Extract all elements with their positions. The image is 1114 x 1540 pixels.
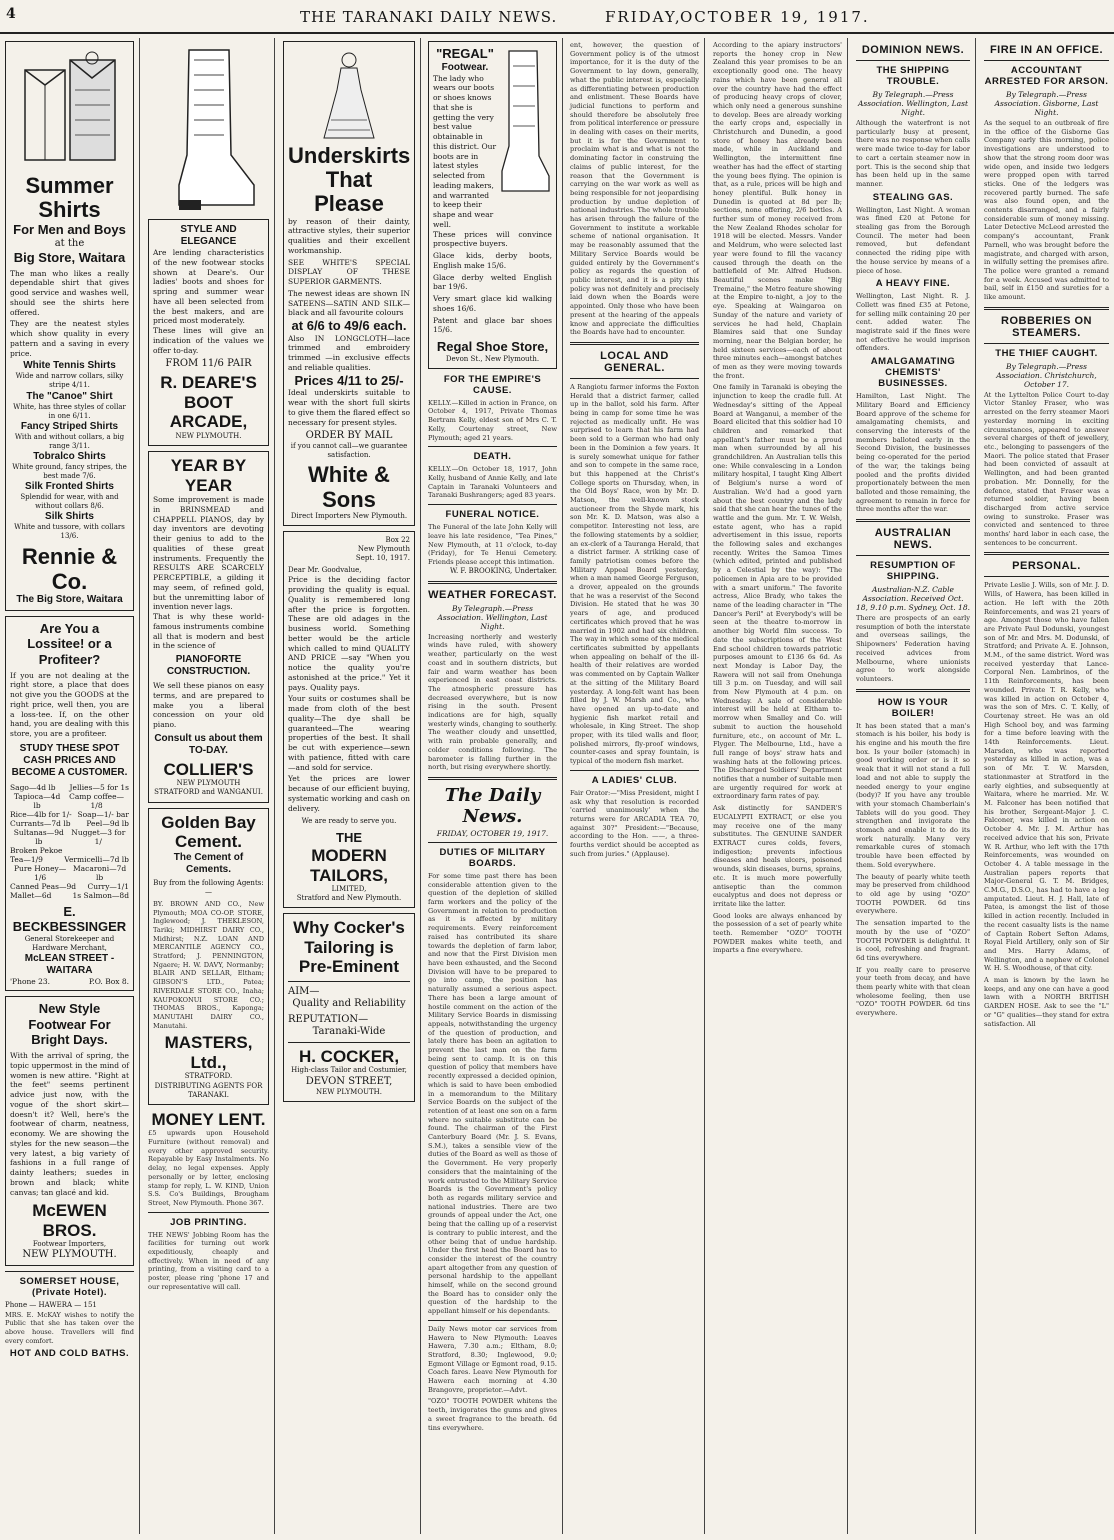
rennie-brand: Rennie & Co. (21, 544, 118, 594)
beckbessinger-sub: General Storekeeper and Hardware Merchant, (24, 935, 115, 953)
price-list (10, 783, 129, 900)
item-4-desc: White ground, fancy stripes, the best made 7/6. (12, 462, 127, 480)
column-8 (979, 38, 1114, 1534)
underskirts-special: SEE WHITE'S SPECIAL DISPLAY OF THESE SUPERIOR GARMENTS. (288, 257, 410, 287)
ladies-club-body: Fair Orator:—"Miss President, might I ask why that resolution is recorded 'carried unanimously' when the returns were for ARCADIA TEA 70, against 30?" President:—"Because, according to the Hon. ——, a three-fourths verdict should be accepted as such from juries." (Applause). (570, 788, 699, 858)
weather-byline: By Telegraph.—Press Association. Wellington, Last Night. (437, 603, 548, 631)
motor-body: Daily News motor car services from Hawera to New Plymouth: Leaves Hawera, 7.30 a.m.; Eltham, 8.0; Stratford, 8.30; Inglewood, 9.0; Egmont Village or Egmont road, 9.15. Coach fares. Leave New Plymouth for Hawera each morning at 4.30 Brangovre, proprietor.—Advt. (428, 1324, 557, 1394)
item-6-name: Silk Shirts (45, 511, 94, 523)
regal-title: "REGAL" (436, 46, 494, 61)
shirts-intro2: They are the neatest styles which show quality in every pattern and a saving in every price. (10, 319, 129, 358)
mcewen-sub: Footwear Importers, (32, 1240, 107, 1249)
phone: 'Phone 23. (10, 977, 51, 987)
chemists-title: AMALGAMATING CHEMISTS' BUSINESSES. (870, 356, 956, 390)
style-title: STYLE AND ELEGANCE (180, 224, 237, 247)
letter-greeting: Dear Mr. Goodvalue, (288, 566, 362, 575)
profiteer-title: Are You a Lossitee! or a Profiteer? (27, 620, 112, 667)
item-5-name: Silk Fronted Shirts (25, 481, 114, 493)
australian-title: AUSTRALIAN NEWS. (874, 527, 952, 552)
underskirts-body: by reason of their dainty, attractive styles, their superior qualities and their excellent workmanship. (288, 216, 410, 255)
daily-date: FRIDAY, OCTOBER 19, 1917. (436, 828, 549, 838)
cement-agents: BY. BROWN AND CO., New Plymouth; MOA CO-OP. STORE, Inglewood; J. THEKLESON, Tariki; MIDHIRST DAIRY CO., Midhirst; N.Z. LOAN AND MERCANTILE AGENCY CO., Stratford; J. PENNINGTON, Ngaere; H. W. DAVY, Normanby; BLAIR AND SELLAR, Eltham; GIBSON'S LTD., Patea; RIVERDALE STORE CO., Inaha; KAUPOKONUI STORE CO.; THOMAS BROS., Kaponga; MANUTAHI DAIRY CO., Manutahi. (153, 899, 264, 1030)
masters-place: STRATFORD. (184, 1072, 233, 1081)
issue-date: OCTOBER 19, 1917. (680, 8, 870, 26)
column-5 (565, 38, 705, 1534)
regal-ad (428, 41, 557, 369)
cocker-street: DEVON STREET, (305, 1075, 393, 1087)
hotel-body: MRS. E. McKAY wishes to notify the Public that she has taken over the above house. Travellers will find every comfort. (5, 1310, 134, 1345)
resumption-title: RESUMPTION OF SHIPPING. (870, 560, 956, 583)
robberies-title: ROBBERIES ON STEAMERS. (1001, 314, 1092, 339)
item-2-desc: White, has three styles of collar in one 6/11. (13, 402, 126, 420)
deare-brand: R. DEARE'S BOOT ARCADE, (160, 373, 257, 432)
modern-the: THE (336, 830, 362, 846)
mcewen-brand: McEWEN BROS. (32, 1201, 107, 1240)
empire-title: FOR THE EMPIRE'S CAUSE. (443, 373, 542, 396)
year-science: PIANOFORTE CONSTRUCTION. (166, 654, 251, 678)
preserve-body: If you really care to preserve your teeth from decay, and have them pearly white with that clean wholesome feeling, then use "OZO" TOOTH POWDER. 6d tins everywhere. (856, 965, 970, 1018)
column-4 (423, 38, 563, 1534)
shirts-title: Shirts (38, 197, 101, 223)
regal-brand: Regal Shoe Store, (436, 339, 549, 355)
year-body: Some improvement is made in BRINSMEAD and CHAPPELL PIANOS, day by day inventors are devoting their genius to add to the qualities of these great instruments. Frequently the RESULTS ARE SCARCELY PERCEPTIBLE, a gilding it may seem, of refined gold, but the unremitting labor of invention never lags. (153, 495, 264, 612)
shirts-illustration-icon (15, 50, 125, 170)
underskirts-body4: Ideal underskirts suitable to wear with the short full skirts to give them the flared effect so necessary for present styles. (288, 388, 410, 427)
item-4-name: Tobralco Shirts (33, 450, 106, 462)
masters-brand: MASTERS, Ltd., (164, 1033, 253, 1072)
letter-body2: Your suits or costumes shall be made from cloth of the best quality—The dye shall be guaranteed—The wearing properties of the best. It shall be cut with experience—sewn with patience, fitted with care—and sold for service. (288, 694, 410, 772)
editorial-title: DUTIES OF MILITARY BOARDS. (439, 846, 546, 869)
issue-day: FRIDAY, (605, 8, 682, 26)
price-row: Pure Honey—1/6 Macaroni—7d lb (13, 863, 127, 882)
cement-title: Golden Bay Cement. (161, 812, 256, 852)
item-2-name: The "Canoe" Shirt (26, 390, 113, 402)
underskirts-body2: The newest ideas are shown IN SATEENS—SATIN AND SILK—black and all favourite colours (288, 288, 410, 318)
regal-line2: Glace derby welted English bar 19/6. (433, 272, 552, 292)
good-looks-body: Good looks are always enhanced by the possession of a set of pearly white teeth. Remember "OZO" TOOTH POWDER makes white teeth, and imparts a fine everywhere. (713, 911, 842, 955)
price-row: Rice—4lb for 1/- Soap—1/- bar (10, 809, 129, 819)
tailors-word: TAILORS, (309, 865, 389, 885)
gas-body: Wellington, Last Night. A woman was fined £20 at Petone for stealing gas from the Borough Council. The meter had been removed, but defendant connected the riding pipe with the house service by means of a piece of hose. (856, 205, 970, 275)
column-3 (278, 38, 421, 1534)
letter-place: New Plymouth (357, 545, 410, 553)
summer-title: Summer (25, 173, 114, 198)
resumption-body: There are prospects of an early resumption of both the interstate and overseas sailings, the Shipowners' Federation having received advices from Melbourne, where unionists agree to work alongside volunteers. (856, 614, 970, 683)
regal-line3: Very smart glace kid walking shoes 16/6. (433, 294, 552, 313)
masters-distrib: DISTRIBUTING AGENTS FOR TARANAKI. (154, 1081, 263, 1099)
death-title: DEATH. (473, 451, 512, 463)
hotel-end: HOT AND COLD BATHS. (9, 1348, 130, 1360)
underskirts-price1: at 6/6 to 49/6 each. (291, 318, 407, 334)
funeral-title: FUNERAL NOTICE. (445, 509, 540, 521)
page-number: 4 (6, 6, 16, 22)
collier-places: NEW PLYMOUTH STRATFORD and WANGANUI. (154, 779, 263, 797)
weather-body: Increasing northerly and westerly winds have ruled, with showery weather, particularly on the west coast and in southern districts, but fair and warm weather has been experienced in east coast districts. The atmospheric pressure has decreased everywhere, but is now rising in the south. Present indications are for high, squally westerly winds, changing to southerly. The weather cloudy and unsettled, with rain probable generally, and colder conditions following. The barometer is falling further in the north, but rising everywhere shortly. (428, 632, 557, 772)
deare-ad (148, 219, 269, 446)
regal-line4: Patent and glace bar shoes 15/6. (433, 315, 552, 335)
weather-title: WEATHER FORECAST. (428, 588, 557, 601)
regal-body2: These prices will convince prospective buyers. (433, 229, 552, 249)
masthead (0, 0, 1114, 34)
rennie-sub: The Big Store, Waitara (16, 593, 123, 605)
for-men-boys: For Men and Boys (13, 222, 126, 238)
price-row: Broken Pekoe (10, 845, 63, 855)
empire-body: KELLY.—Killed in action in France, on October 4, 1917, Private Thomas Bertram Kelly, eldest son of Mrs C. T. Kelly, Courtenay street, New Plymouth; aged 21 years. (428, 398, 557, 442)
boiler-body: It has been stated that a man's stomach is his boiler, his body is his engine and his mouth the fire box. Is your boiler (stomach) in good working order or is it so weak that it will not stand a full load and not able to supply the needed energy to your engine (body)? If you have any trouble with your stomach Chamberlain's Tablets will do you good. They strengthen and invigorate the stomach and enable it to do its work naturally. Many very remarkable cures of stomach trouble have been effected by them. Sold everywhere. (856, 721, 970, 869)
fine-body: Wellington, Last Night. R. J. Collett was fined £35 at Petone, for selling milk containing 20 per cent. added water. The magistrate said if the fines were not effective he would imprison offenders. (856, 292, 970, 353)
underskirts-body3: Also IN LONGCLOTH—lace trimmed and embroidery trimmed —in exclusive effects and reliable qualities. (288, 333, 410, 372)
modern-word: MODERN (311, 845, 387, 865)
order-mail: ORDER BY MAIL (305, 430, 393, 442)
hotel-title: SOMERSET HOUSE, (Private Hotel). (19, 1276, 120, 1299)
price-row: Tapioca—4d lb Camp coffee—1/8 (13, 791, 125, 810)
item-3-name: Fancy Striped Shirts (20, 420, 119, 432)
fine-title: A HEAVY FINE. (875, 278, 951, 290)
po-box: P.O. Box 8. (88, 977, 129, 987)
ladies-club-title: A LADIES' CLUB. (591, 774, 678, 786)
fire-byline: By Telegraph.—Press Association. Gisborne, Last Night. (994, 90, 1099, 117)
profiteer-study: STUDY THESE SPOT CASH PRICES AND BECOME A CUSTOMER. (11, 742, 128, 778)
underskirts-title: Underskirts That Please (288, 143, 411, 217)
printing-body: THE NEWS' Jobbing Room has the facilities for turning out work expeditiously, cheaply and effectively. When in need of any printing, from a visiting card to a poster, please ring 'phone 17 and our representative will call. (148, 1230, 269, 1291)
letter-date: Sept. 10, 1917. (355, 554, 410, 563)
big-store-waitara: Big Store, Waitara (13, 249, 126, 265)
letter-body: Price is the deciding factor providing the quality is equal. Quality is remembered long after the price is forgotten. These are old adages in the business world. Something better would be the article which called to mind QUALITY AND PRICE —say "When you notice the quality you're astonished at the price." Yet it pays. Quality pays. (288, 575, 410, 692)
profiteer-body: If you are not dealing at the right store, a place that does not give you the GOODS at the right price, well then, you are a loss-tee. If, on the other hand, you are dealing with this store, you are a profiteer. (10, 670, 129, 739)
mcewen-place: NEW PLYMOUTH. (22, 1249, 117, 1261)
profiteer-ad (5, 616, 134, 991)
price-row: Sultanas—9d lb Nugget—3 for 1/ (13, 827, 126, 846)
shirts-intro: The man who likes a really dependable shirt that gives good service and washes well, should see the shirts here offered. (10, 268, 129, 317)
fire-title: FIRE IN AN OFFICE. (989, 44, 1104, 56)
white-sons-ad (283, 41, 415, 526)
beckbessinger-brand: E. BECKBESSINGER (12, 903, 127, 935)
item-5-desc: Splendid for wear, with and without collars 8/6. (20, 493, 119, 511)
cocker-sub: High-class Tailor and Costumier, (291, 1066, 407, 1075)
collier-brand: COLLIER'S (163, 759, 254, 779)
regal-brand-sub: Devon St., New Plymouth. (445, 354, 540, 363)
money-body: £5 upwards upon Household Furniture (without removal) and every other approved security. Repayable by Easy Instalments. No delay, no legal expenses. Apply personally or by letter, enclosing stamp for reply, L. W. KIND, Union S.S. Co's Buildings, Brougham Street, New Plymouth. Phone 367. (148, 1129, 269, 1207)
fire-sub: ACCOUNTANT ARRESTED FOR ARSON. (984, 65, 1109, 87)
funeral-sign: W. F. BROOKING, Undertaker. (450, 566, 557, 575)
year-body2: That is why these world-famous instruments combine all that is modern and best in the science of (153, 612, 264, 651)
boot-illustration-icon (159, 45, 259, 215)
printing-title: JOB PRINTING. (170, 1216, 247, 1228)
editorial-continued: ent, however, the question of Government policy is of the utmost importance, for it is the duty of the Government to lay down, generally, what the public interest is, especially as differentiating between production and enlistment. These Boards have judicial functions to perform and should therefore be absolutely free from political interference or pressure in dealing with cases on their merits, but it is for the Government to proclaim what is and what is not the dominating factor in construing the claims of public interest, for the reason that the Government is carrying on the war work as well as being responsible for not jeopardising production by undue depletion of national industries. The whole trouble has arisen through the failure of the Government to institute a workable scheme of national organisation. It may be reasonably assumed that the Military Service Boards would be guided entirely by the Government's policy as regards the question of public interest, and it is a pity this policy was not definitely and precisely laid down when the Boards were appointed. Only those who have been present at the hearing of the appeals know and appreciate the difficulties the Boards have had to encounter. (570, 41, 699, 337)
cocker-ad (283, 913, 415, 1101)
chemists-body: Hamilton, Last Night. The Military Board and Efficiency Board approve of the scheme for amalgamating chemists, and conserving the interests of the members balloted early in the Second Division, the businesses being co-operated for the period of the war, the takings being pooled and the profits divided proportionately between the men balloted and those remaining, the agreement to remain in force for three months after the war. (856, 392, 970, 514)
column-7 (851, 38, 976, 1534)
shipping-body: Although the waterfront is not particularly busy at present, there was no response when calls were made twice to-day for labor to cart a certain steamer now in port. This is the second ship that has been held up in the same manner. (856, 119, 970, 188)
death-body: KELLY.—On October 18, 1917, John Kelly, husband of Annie Kelly, and late Captain in Taranaki Volunteers and Taranaki Bushrangers; aged 83 years. (428, 465, 557, 500)
modern-limited: LIMITED, (331, 885, 367, 894)
item-6-desc: White and tussore, with collars 13/6. (14, 523, 125, 541)
item-1-desc: Wide and narrow collars, silky stripe 4/11. (15, 372, 124, 390)
money-title: MONEY LENT. (151, 1109, 266, 1129)
lawn-body: A man is known by the lawn he keeps, and any one can have a good lawn with a NORTH BRITISH GARDEN HOSE. Ask to see the "L" or "G" qualities—they stand for extra satisfaction. All (984, 976, 1109, 1028)
newspaper-title: THE TARANAKI DAILY NEWS. (300, 8, 558, 26)
order-sub: if you cannot call—we guarantee satisfaction. (290, 442, 408, 460)
white-sons-brand: White & Sons (308, 462, 390, 512)
white-sons-sub: Direct Importers New Plymouth. (290, 511, 408, 520)
price-row: Canned Peas—9d Curry—1/1 (10, 881, 129, 891)
letter-box: Box 22 (385, 535, 410, 544)
cement-buy: Buy from the following Agents:— (153, 878, 264, 896)
cocker-place: NEW PLYMOUTH. (316, 1087, 382, 1096)
shipping-byline: By Telegraph.—Press Association. Wellington, Last Night. (857, 90, 969, 117)
regal-sub: Footwear. (441, 61, 489, 73)
price-row: Tea—1/9 Vermicelli—7d lb (10, 854, 129, 864)
style-body2: These lines will give an indication of the values we offer to-day. (153, 326, 264, 355)
deare-place: NEW PLYMOUTH. (175, 431, 242, 440)
year-title: YEAR BY YEAR (170, 455, 247, 495)
dominion-title: DOMINION NEWS. (861, 44, 965, 56)
item-1-name: White Tennis Shirts (23, 360, 116, 372)
regal-boot-icon (497, 46, 552, 196)
cocker-aim-val: Quality and Reliability (292, 997, 406, 1009)
regal-body: The lady who wears our boots or shoes knows that she is getting the very best value obtainable in this district. Our boots are in latest styles selected from leading makers, and warranted to keep their shape and wear well. (433, 73, 497, 229)
daily-news-nameplate: The Daily News. (444, 784, 541, 827)
funeral-body: The Funeral of the late John Kelly will leave his late residence, "Tea Pines," New Plymouth, at 11 o'clock, to-day (Friday), for Te Henui Cemetery. Friends please accept this intimation. (428, 523, 557, 566)
cocker-title: Why Cocker's Tailoring is Pre-Eminent (293, 918, 405, 977)
cocker-rep: REPUTATION— (288, 1013, 369, 1025)
cement-ad (148, 808, 269, 1105)
year-body3: We sell these pianos on easy terms, and are prepared to make you a liberal concession on your old piano. (153, 681, 264, 730)
underskirts-price2: Prices 4/11 to 25/- (294, 372, 404, 388)
footwear-title: New Style Footwear For Bright Days. (28, 1001, 111, 1048)
ozo-body: "OZO" TOOTH POWDER whitens the teeth, invigorates the gums and gives a sweet fragrance to the breath. 6d tins everywhere. (428, 1397, 557, 1432)
fire-body: As the sequel to an outbreak of fire in the office of the Gisborne Gas Company early this morning, police investigations are understood to show that the strong room door was wide open, and inside two ledgers were propped open with tarred sticks. One of the ledgers was recovered partly burned. The safe was also found open, and the contents disarranged, and a fairly considerable sum of money missing. Later Detective McLeod arrested the company's accountant, Frank Parnell, who was brought before the magistrate, and charged with arson, in wilfully setting the premises afire. The police were granted a remand for a week. Accused was admitted to bail, self in £150 and sureties for a like amount. (984, 119, 1109, 302)
col6-body2: One family in Taranaki is obeying the injunction to keep the cradle full. At Wednesday's sitting of the Appeal Board at Wanganui, a member of the Board elicited that this soldier had 10 children and remarked that appellant's father must be a proud man when surrounded by all his grandchildren. An Australian tells this one: While convalescing in a London military hospital, I taught King Albert of Belgium's nurse a word of Australian. We'd had a good yarn about the best country and the lady said that she can hear the tunes of the wattle and the gum. Mr. T. W. Welsh, estate agent, who has a rapid advertisement in this issue, reports the following sales and exchanges recently. Writes the Samoa Times (which edited, printed and published by a Celestial by the way): "The policemen in Apia are to be provided with a smart uniform." The favorite actress, Alice Brady, who takes the name of the leading character in "The Dancer's Peril" at Everybody's will be seen at the theatre to-morrow in another big World film success. To date the subscriptions of the West End school children towards patriotic purposes amount to £136 6s 6d. As next Monday is Labor Day, the Rawera will not sail from Onehunga till 3 p.m. on Tuesday, and will sail from New Plymouth at 4 p.m. on Wednesday. A sale of considerable interest will be held at Eltham to-morrow when Smalley and Co. will submit to auction the household furniture, etc., on account of Mr. L. Flyger. The Melbourne, Ltd., have a full range of boys' straw hats and washing hats at the following prices. The Discharged Soldiers' Department notifies that a number of suitable men are urgently required for work at extraordinary farm rates of pay. (713, 383, 842, 801)
footwear-body: With the arrival of spring, the topic uppermost in the mind of women is new attire. "Right at the feet" seems pertinent advice just now, with the vogue of the short skirt—doesn't it? Well, here's the footwear of charm, neatness, economy. We are showing the styles for the new season—the very latest, a big variety of fashions in a full range of dainty leathers; suedes in brown and black; white canvas; tan glacé and kid. (10, 1051, 129, 1197)
sanders-body: Ask distinctly for SANDER'S EUCALYPTI EXTRACT, or else you may receive one of the many substitutes. The GENUINE SANDER EXTRACT cures colds, fevers, indigestion; prevents infectious diseases and heals ulcers, poisoned wounds, skin diseases, burns, sprains, etc. It is much more powerfully antiseptic than the common eucalyptus and does not depress or irritate like the latter. (713, 804, 842, 908)
item-3-desc: With and without collars, a big range 3/11. (14, 432, 125, 450)
column-6 (708, 38, 848, 1534)
thief-body: At the Lyttelton Police Court to-day Victor Stanley Fraser, who was arrested on the ferry steamer Maori yesterday morning in exciting circumstances, appeared to answer several charges of theft of jewellery, etc., belonging to passengers of the Maori. The police stated that Fraser had been convicted of assault at Wellington, and had been granted probation. Mr. Donnelly, for the defence, stated that Fraser was a returned soldier, having been discharged from active service owing to sunstroke. Fraser was convicted and sentenced to three months' hard labor in each case, the sentences to be concurrent. (984, 390, 1109, 547)
letter-body3: Yet the prices are lower because of our efficient buying, systematic working and cash on delivery. (288, 774, 411, 813)
shipping-title: THE SHIPPING TROUBLE. (876, 65, 950, 87)
cocker-aim: AIM— (288, 985, 320, 997)
cement-sub: The Cement of Cements. (173, 851, 244, 875)
thief-byline: By Telegraph.—Press Association. Christchurch, October 17. (996, 361, 1097, 389)
local-general-body: A Rangiotu farmer informs the Foxton Herald that a district farmer, called up in the ballot, sold his farm. After being in camp for some time he was rejected as medically unfit. He was surprised to learn that his farm had been sold to a German who had only been in the Dominion a few years. It is surely somewhat unique for father and son to compete in the same race, but this happened at the Christ's College sports on Thursday, when, in the Old Boys' Race, won by Mr. D. Matson, the well-known stock auctioneer from the Shyde mark, his son Mr. K. D. Matson, was also a competitor. Interesting not less, are the following statements by a soldier, an ex-clerk of a Tauranga Herald, that a district farmer. A striking case of family patriotism comes before the Military Appeal Board yesterday, when a man named George Ferguson, a drover, appealed on the grounds that he was a reservist of the Second Division. He stated that he was 30 years of age, and produced certificates which proved that he was married in 1902 and had six children. The way in which some of the medical certificates submitted by appellants when appealing on behalf of the ill-health of their relatives are worded was commented on by Captain Walker at the sitting of the Military Board yesterday. A long-felt want has been filled by J. W. Marsh and Co., who have opened an up-to-date and hygienic fish market retail and wholesale, in King Street. The shop proper, with its tiled walls and floor, polished mirrors, fly-proof windows, counter-cases and spray fountain, is typical of the modern fish market. (570, 382, 699, 766)
beauty-body: The beauty of pearly white teeth may be preserved from childhood to old age by using "OZO" TOOTH POWDER. 6d tins everywhere. (856, 872, 970, 916)
lady-illustration-icon (319, 50, 379, 140)
personal-body: Private Leslie J. Wills, son of Mr. J. D. Wills, of Hawera, has been killed in action. He left with the 20th Reinforcements, and was 21 years of age. Amongst those who have fallen are Private Paul Dodunski, youngest son of Mr. and Mrs. M. Dodunski, of Stratford; and Private A. E. Johnson, M.M., of the same district. Word was received yesterday that Lance-Corporal Nen. Lambrinos, of the 11th Reinforcements, has been wounded. Private T. R. Kelly, who was killed in action on October 4, was the son of Mrs. C. T. Kelly, of Courtenay street. He was an old High School boy, and was farming for a time before leaving with the 14th Reinforcements. Lieut. Marsden, who was reported yesterday as killed in action, was a son of Mr. T. W. Marsden, stationmaster at Stratford in the early eighties, and subsequently at Waitara, where he married. Mr. W. M. Falconer has been notified that his brother, Sergeant-Major J. C. Falconer, was killed in action on October 4. Mr. J. M. Arthur has received advice that his son, Private W. R. Arthur, who left with the 17th Reinforcements, was wounded on October 4. A table message in the Australian papers reports that Major-General G. T. M. Bridges, C.M.G., D.S.O., has had to have a leg amputated. Lieut. H. J. Hall, late of Patea, is amongst the list of those killed in action recently. Included in the recent casualty lists is the name of Captain Robert Sefton Adams, Royal Field Artillery, only son of Sir and Mrs. Harry Adams, of Wellington, and a nephew of Colonel W. H. S. Woodhouse, of that city. (984, 581, 1109, 973)
cocker-brand: H. COCKER, (298, 1046, 400, 1066)
column-1 (0, 38, 140, 1534)
editorial-body: For some time past there has been considerable attention given to the question of the depletion of skilled farm workers and the policy of the Government in relation to production as it is affected by military requirements. Every reinforcement raised has contributed its share towards the depletion of farm labor, and now that the First Division men have been exhausted, and the Second Division will have to be prepared to go into camp, the position has naturally assumed a serious aspect. There has been a large amount of hostile comment on the action of the Military Service Boards in dismissing appeals, notwithstanding the urgency of the question of production, and lately there has been an agitation to prevent the last man on the farm being sent to camp. It is on this question of policy that members have recently expressed a decided opinion, which is said to have been embodied in a memorandum to the Military Service Boards on the subject of the retention of at least one son on a farm where no suitable substitute can be found. The chairman of the First Canterbury Board (Mr. J. S. Evans, S.M.), takes a sensible view of the duties of the Board as well as those of the Government. He very properly considers that the maintaining of the work entrusted to the Military Service Boards is the Government's policy both as regards military service and national industries. There are two grounds of appeal under the Act, one being that the calling up of a reservist is contrary to public interest, and the other being that of undue hardship. Under the first head the Board has to consider the interest of the country apart altogether from any question of personal hardship to the appellant himself, while on the second ground the Board has to consider only the question of the hardship to the appellant himself or his dependants. (428, 871, 557, 1316)
mcewen-ad (5, 996, 134, 1266)
modern-tailors-ad (283, 531, 415, 908)
price-row: Sago—4d lb Jellies—5 for 1s (10, 782, 129, 792)
boiler-title: HOW IS YOUR BOILER! (877, 696, 949, 719)
hotel-phone: Phone — HAWERA — 151 (5, 1301, 97, 1310)
gas-title: STEALING GAS. (872, 191, 954, 203)
beckbessinger-address: McLEAN STREET - WAITARA (24, 953, 115, 977)
style-body: Are lending characteristics of the new footwear stocks shown at Deare's. Our ladies' boots and shoes for spring and summer wear have all been selected from the best makers, and are priced most moderately. (153, 248, 264, 326)
collier-ad (148, 451, 269, 803)
sensation-body: The sensation imparted to the mouth by the use of "OZO" TOOTH POWDER is delightful. It is cool, refreshing and fragrant. 6d tins everywhere. (856, 919, 970, 962)
regal-line1: Glace kids, derby boots, English make 15/6. (433, 251, 552, 270)
price-row: Currants—7d lb Peel—9d lb (10, 818, 129, 828)
summer-shirts-ad (5, 41, 134, 611)
local-general-title: LOCAL AND GENERAL. (600, 349, 669, 374)
thief-title: THE THIEF CAUGHT. (995, 347, 1098, 359)
resumption-byline: Australian-N.Z. Cable Association. Received Oct. 18, 9.10 p.m. Sydney, Oct. 18. (856, 585, 970, 613)
letter-ready: We are ready to serve you. (301, 817, 397, 826)
style-from: FROM 11/6 PAIR (165, 358, 252, 370)
col6-body1: According to the apiary instructors' reports the honey crop in New Zealand this year promises to be an exceptionally good one. The heavy rains which have been general all over the country have had the effect of producing heavy crops of clover, which only need a generous sunshine to develop. Bees are already working the early crops and, especially in Christchurch and Dunedin, a good store of honey has already been made, while in Auckland and Wellington, the intermittent fine weather has had the effect of starting the young bees flying. The opinion is that, as a rule, prices will be high and honey plentiful. Bulk honey in Dunedin is quoted at 8d per lb; sections, none offering, 2/6 bottles. A further sum of money received from the New Zealand Rhodes scholar for 1918 will be elected. Messrs. Vander and Meldrum, who were selected last year were found to fill the vacancy caused through the death on the battlefield of Mr. Alfred Hudson. Beautiful scenes make "Big Tremaine," the Metro feature showing at the Empire to-night, a joy to the eye. Speaking at Waingaroa on Sunday of the nature and variety of services he had held, Chaplain Blamires said that one Sunday morning, near the Belgian border, he held sixteen services—each of about three minutes each—amongst batches of men as they were moving towards the front. (713, 41, 842, 380)
personal-title: PERSONAL. (1012, 560, 1081, 573)
column-2 (143, 38, 275, 1534)
cocker-rep-val: Taranaki-Wide (312, 1025, 386, 1037)
at-the: at the (54, 237, 85, 249)
modern-place: Stratford and New Plymouth. (296, 894, 402, 903)
year-consult: Consult us about them TO-DAY. (154, 732, 263, 756)
price-row: Mallet—6d 1s Salmon—8d (10, 890, 129, 900)
